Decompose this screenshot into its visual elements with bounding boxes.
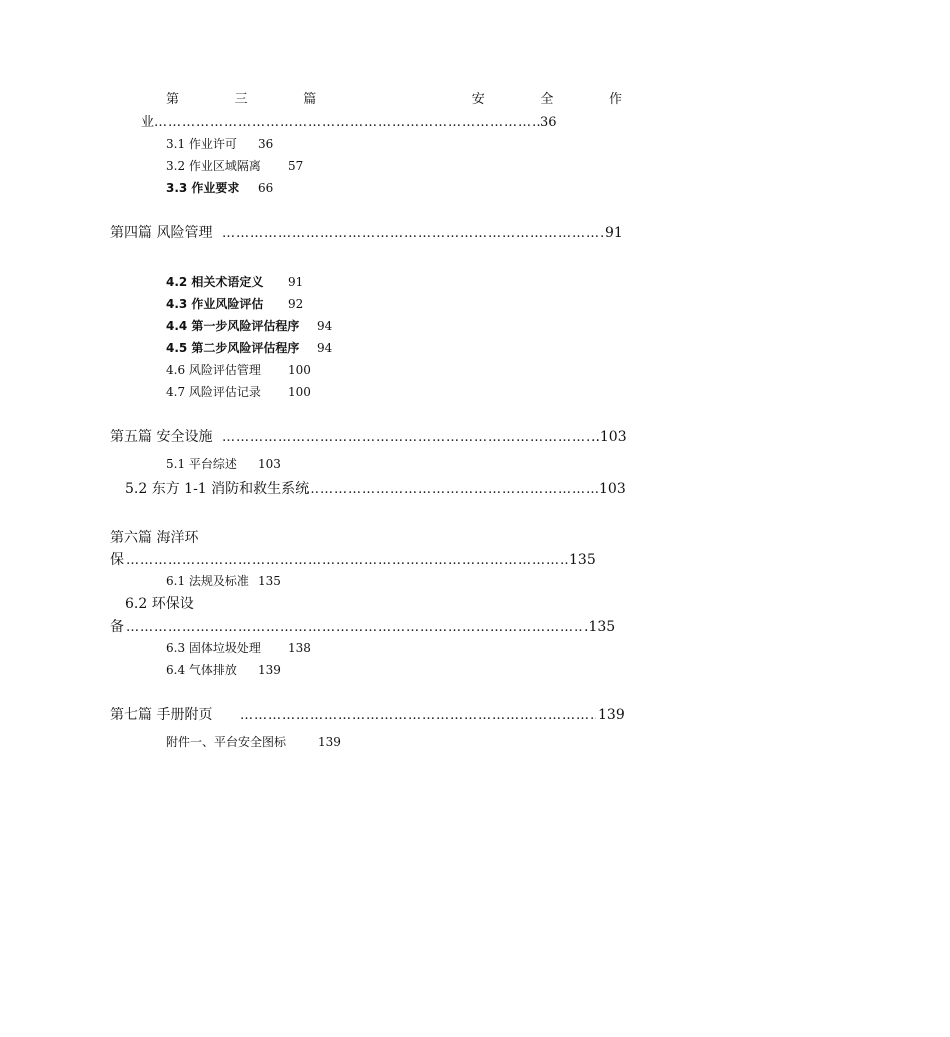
toc-entry-5-1[interactable]: 5.1 平台综述 (166, 457, 237, 471)
part4-heading[interactable]: 第四篇 风险管理 (110, 225, 213, 241)
toc-leader-dots (240, 709, 596, 722)
toc-leader-dots (222, 227, 604, 240)
toc-entry-4-6[interactable]: 4.6 风险评估管理 (166, 363, 261, 377)
toc-entry-3-2-page: 57 (288, 159, 304, 173)
part3-heading-char: 作 (608, 92, 622, 107)
toc-entry-4-7[interactable]: 4.7 风险评估记录 (166, 385, 261, 399)
part3-heading-char: 篇 (303, 92, 317, 107)
toc-entry-4-6-page: 100 (288, 363, 311, 377)
part5-heading[interactable]: 第五篇 安全设施 (110, 429, 213, 445)
part5-page: ..103 (591, 429, 627, 445)
part3-heading-char: 全 (540, 92, 554, 107)
toc-entry-4-2[interactable]: 4.2 相关术语定义 (166, 275, 264, 289)
toc-leader-dots (126, 621, 584, 634)
toc-entry-appendix-1[interactable]: 附件一、平台安全图标 (166, 735, 287, 749)
part6-page: 135 (569, 552, 596, 568)
part3-page: 36 (540, 115, 557, 130)
part3-heading-char: 三 (234, 92, 248, 107)
toc-entry-5-2[interactable]: 5.2 东方 1-1 消防和救生系统 (125, 481, 310, 497)
toc-entry-5-2-page: 103 (599, 481, 626, 497)
part4-page: 91 (605, 225, 623, 241)
toc-entry-6-4[interactable]: 6.4 气体排放 (166, 663, 237, 677)
toc-entry-6-4-page: 139 (258, 663, 281, 677)
toc-entry-4-4-page: 94 (317, 319, 333, 333)
toc-leader-dots (126, 554, 568, 567)
toc-entry-4-7-page: 100 (288, 385, 311, 399)
toc-entry-4-2-page: 91 (288, 275, 304, 289)
toc-leader-dots (222, 431, 590, 444)
part7-heading[interactable]: 第七篇 手册附页 (110, 707, 213, 723)
part3-heading[interactable] (166, 93, 622, 106)
toc-entry-6-2-tail: 备 (110, 619, 124, 635)
toc-entry-3-3-page: 66 (258, 181, 274, 195)
toc-entry-6-2-page: .135 (584, 619, 616, 635)
toc-entry-3-2[interactable]: 3.2 作业区域隔离 (166, 159, 261, 173)
toc-entry-6-1[interactable]: 6.1 法规及标准 (166, 574, 249, 588)
toc-entry-4-4[interactable]: 4.4 第一步风险评估程序 (166, 319, 300, 333)
toc-entry-6-2[interactable]: 6.2 环保设 (125, 596, 194, 612)
part6-heading[interactable]: 第六篇 海洋环 (110, 530, 199, 546)
toc-entry-6-1-page: 135 (258, 574, 281, 588)
toc-entry-3-3[interactable]: 3.3 作业要求 (166, 181, 240, 195)
part3-heading-char: 安 (471, 92, 485, 107)
toc-entry-4-5[interactable]: 4.5 第二步风险评估程序 (166, 341, 300, 355)
toc-entry-5-1-page: 103 (258, 457, 281, 471)
toc-leader-dots (154, 116, 540, 129)
toc-entry-4-3[interactable]: 4.3 作业风险评估 (166, 297, 264, 311)
part3-heading-tail: 业 (141, 115, 155, 130)
toc-entry-4-3-page: 92 (288, 297, 304, 311)
part7-page: 139 (598, 707, 625, 723)
part6-heading-tail: 保 (110, 552, 124, 568)
toc-entry-6-3-page: 138 (288, 641, 311, 655)
toc-entry-6-3[interactable]: 6.3 固体垃圾处理 (166, 641, 261, 655)
toc-leader-dots (306, 483, 598, 496)
toc-entry-3-1[interactable]: 3.1 作业许可 (166, 137, 237, 151)
toc-entry-3-1-page: 36 (258, 137, 274, 151)
toc-entry-appendix-1-page: 139 (318, 735, 341, 749)
part3-heading-char: 第 (166, 92, 180, 107)
toc-entry-4-5-page: 94 (317, 341, 333, 355)
